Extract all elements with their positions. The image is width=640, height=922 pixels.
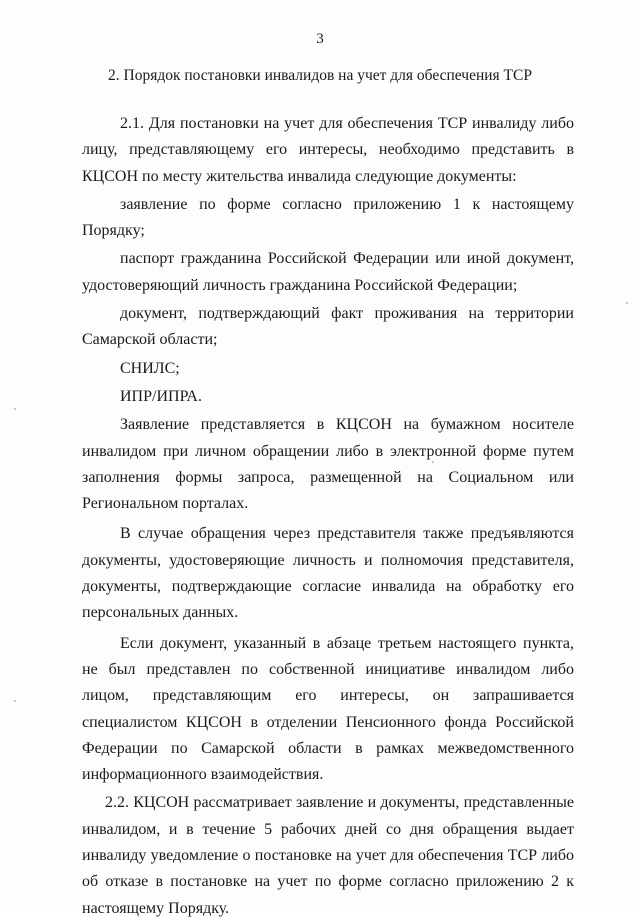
list-item-passport: паспорт гражданина Российской Федерации или иной документ, удостоверяющий личность гражданина Российской Федерации; bbox=[82, 250, 574, 294]
scan-speck bbox=[626, 302, 628, 304]
scan-speck bbox=[14, 408, 16, 410]
scan-speck bbox=[432, 461, 434, 463]
paragraph-representative: В случае обращения через представителя также предъявляются документы, удостоверяющие личность и полномочия представителя, документы, подтверждающие согласие инвалида на обработку его персональных данных. bbox=[82, 525, 574, 622]
list-item-ipr: ИПР/ИПРА. bbox=[120, 387, 202, 405]
section-title: 2. Порядок постановки инвалидов на учет для обеспечения ТСР bbox=[108, 67, 532, 84]
page-number: 3 bbox=[316, 31, 324, 47]
paragraph-2-2: 2.2. КЦСОН рассматривает заявление и документы, представленные инвалидом, и в течение 5 рабочих дней со дня обращения выдает инвалиду уведомление о постановке на учет для обеспечения ТСР либо об отказе в постановке на учет по форме согласно приложению 2 к настоящему Порядку. bbox=[82, 794, 574, 917]
paragraph-2-1: 2.1. Для постановки на учет для обеспечения ТСР инвалиду либо лицу, представляющему его интересы, необходимо представить в КЦСОН по месту жительства инвалида следующие документы: bbox=[82, 115, 574, 185]
list-item-residence: документ, подтверждающий факт проживания на территории Самарской области; bbox=[82, 305, 574, 349]
paragraph-application-submission: Заявление представляется в КЦСОН на бумажном носителе инвалидом при личном обращении либо в электронной форме путем заполнения формы запроса, размещенной на Социальном или Региональном порталах. bbox=[82, 416, 574, 513]
paragraph-interdepartmental-request: Если документ, указанный в абзаце третьем настоящего пункта, не был представлен по собственной инициативе инвалидом либо лицом, представляющим его интересы, он запрашивается специалистом КЦСОН в отделении Пенсионного фонда Российской Федерации по Самарской области в рамках межведомственного информационного взаимодействия. bbox=[82, 634, 574, 784]
scan-speck bbox=[14, 700, 16, 702]
list-item-application: заявление по форме согласно приложению 1 к настоящему Порядку; bbox=[82, 195, 574, 240]
list-item-snils: СНИЛС; bbox=[120, 359, 180, 377]
document-body bbox=[82, 111, 574, 922]
